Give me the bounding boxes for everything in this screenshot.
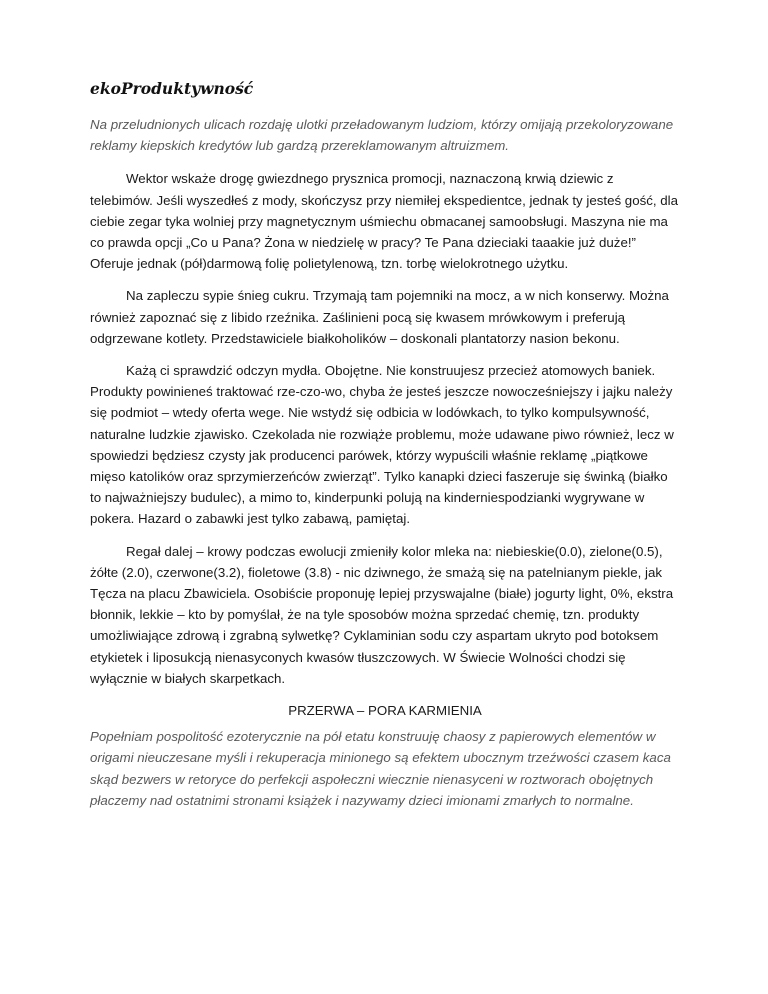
lead-paragraph: Na przeludnionych ulicach rozdaję ulotki przeładowanym ludziom, którzy omijają przekoloryzowane reklamy kiepskich kredytów lub gardzą przereklamowanym altruizmem. bbox=[90, 117, 674, 154]
body-paragraph-4: Regał dalej – krowy podczas ewolucji zmieniły kolor mleka na: niebieskie(0.0), zielone(0.5), żółte (2.0), czerwone(3.2), fioletowe (3.8) - nic dziwnego, że smażą się na patelnianym piekle, jak Tęcza na placu Zbawiciela. Osobiście proponuję lepiej przyswajalne (białe) jogurty light, 0%, ekstra błonnik, lekkie – kto by pomyślał, że na tyle sposobów można sprzedać chemię, tzn. produkty umożliwiające zdrową i zgrabną sylwetkę? Cyklaminian sodu czy aspartam ukryto pod botoksem etykietek i liposukcją nienasyconych kwasów tłuszczowych. W Świecie Wolności chodzi się wyłącznie w białych skarpetkach. bbox=[90, 543, 674, 686]
body-paragraph-2: Na zapleczu sypie śnieg cukru. Trzymają tam pojemniki na mocz, a w nich konserwy. Można również zapoznać się z libido rzeźnika. Zaślinieni pocą się kwasem mrówkowym i preferują odgrzewane kotlety. Przedstawiciele białkoholików – doskonali plantatorzy nasion bekonu. bbox=[90, 288, 669, 346]
document-page bbox=[90, 78, 680, 811]
closing-paragraph: Popełniam pospolitość ezoterycznie na pół etatu konstruuję chaosy z papierowych elementów w origami nieuczesane myśli i rekuperacja minionego są efektem ubocznym trzeźwości czasem kaca skąd bezwers w retoryce do perfekcji aspołeczni wiecznie nienasyceni w roztworach obojętnych płaczemy nad ostatnimi stronami książek i nazywamy dzieci imionami zmarłych to normalne. bbox=[90, 729, 671, 808]
body-paragraph-3: Każą ci sprawdzić odczyn mydła. Obojętne. Nie konstruujesz przecież atomowych baniek. Produkty powinieneś traktować rze-czo-wo, chyba że jesteś jeszcze nowocześniejszy i jajku należy się podmiot – wtedy oferta wege. Nie wstydź się odbicia w lodówkach, to tylko kompulsywność, naturalne ludzkie zjawisko. Czekolada nie rozwiąże problemu, może udawane piwo również, lecz w spowiedzi będziesz czysty jak producenci parówek, którzy wypuścili właśnie reklamę „piątkowe mięso katolików oraz sprzymierzeńców zwierząt”. Tylko kanapki dzieci faszeruje się świnką (białko to najważniejszy budulec), a mimo to, kinderpunki polują na kinderniespodzianki wygrywane w pokera. Hazard o zabawki jest tylko zabawą, pamiętaj. bbox=[90, 363, 674, 527]
document-title: ekoProduktywność bbox=[90, 79, 254, 98]
body-paragraph-1: Wektor wskaże drogę gwiezdnego prysznica promocji, naznaczoną krwią dziewic z telebimów. Jeśli wyszedłeś z mody, skończysz przy niemiłej ekspedientce, jednak ty jesteś gość, dla ciebie zegar tyka wolniej przy magnetycznym uśmiechu obmacanej samoobsługi. Maszyna nie ma co prawda opcji „Co u Pana? Żona w niedzielę w pracy? Te Pana dzieciaki taaakie już duże!” Oferuje jednak (pół)darmową folię polietylenową, tzn. torbę wielokrotnego użytku. bbox=[90, 171, 679, 272]
interlude-heading: PRZERWA – PORA KARMIENIA bbox=[288, 703, 482, 719]
